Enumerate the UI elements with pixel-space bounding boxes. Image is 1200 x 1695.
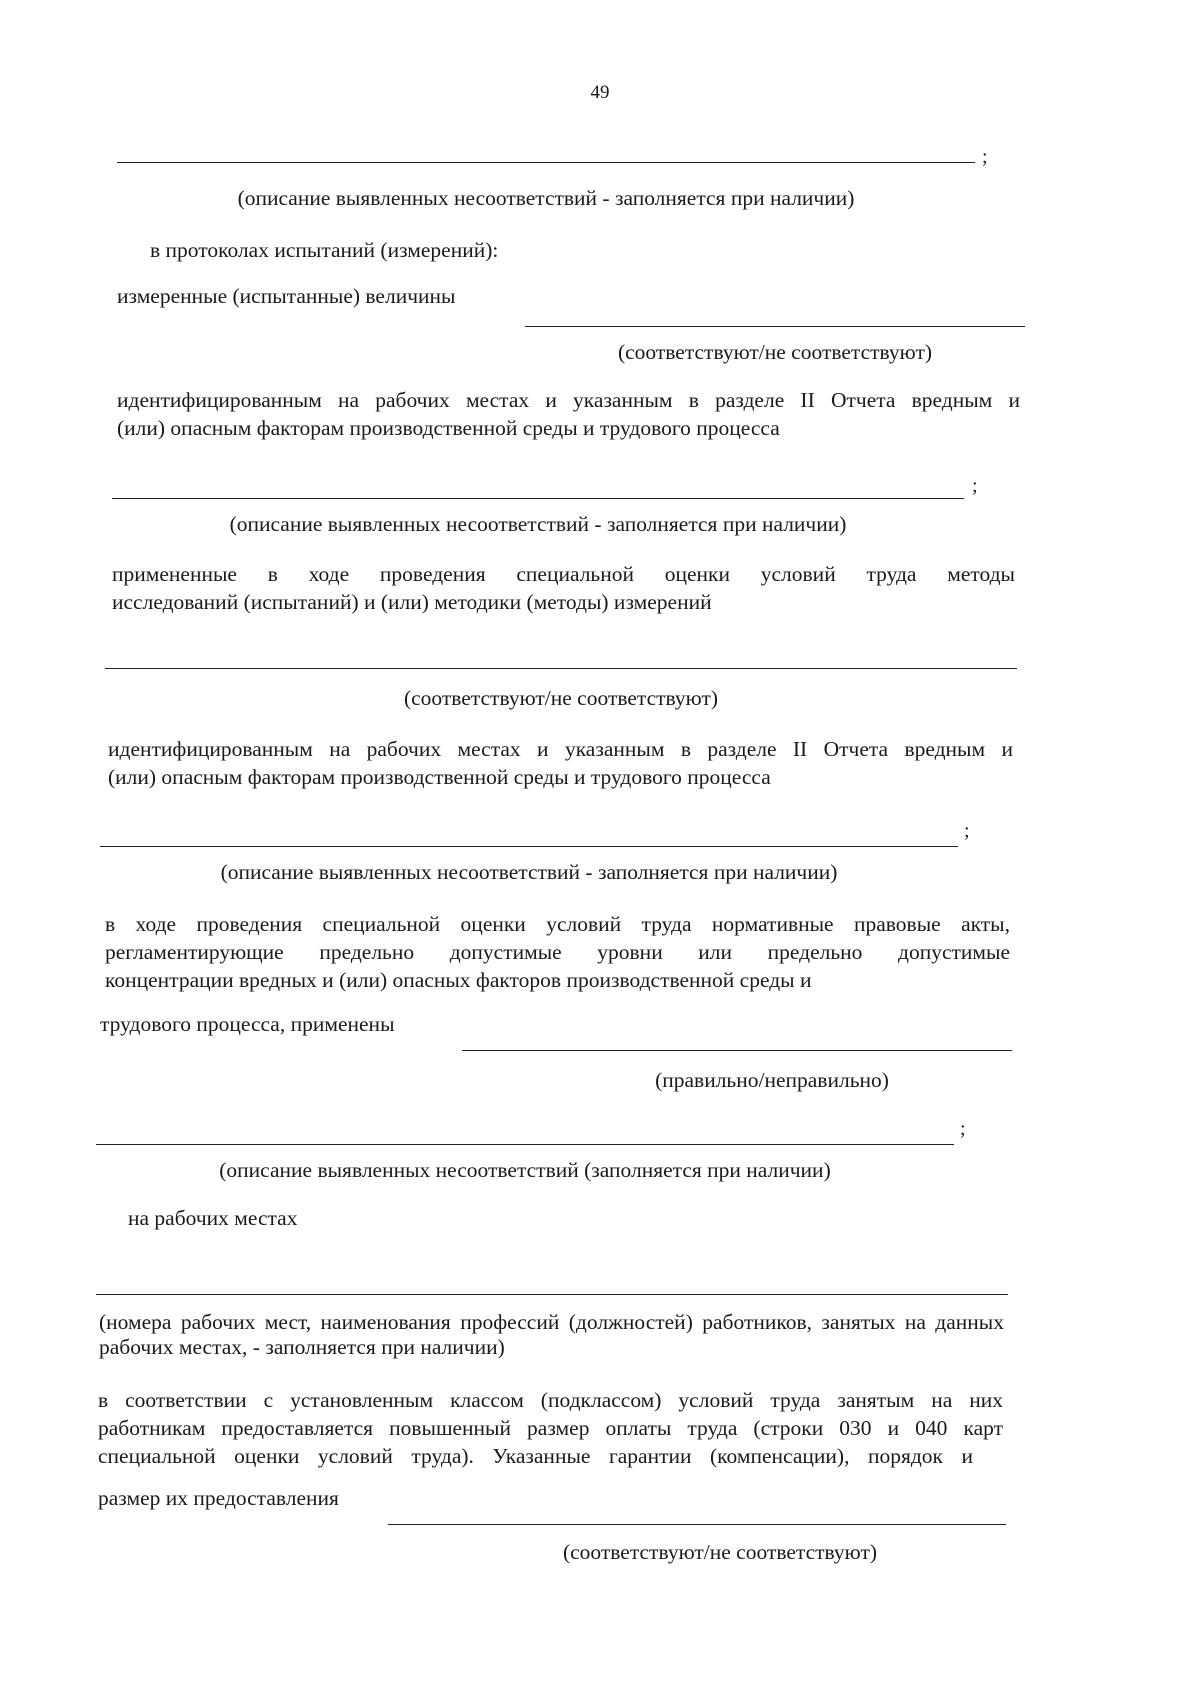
semicolon: ;	[960, 1118, 966, 1140]
text-identified-line: (или) опасным факторам производственной среды и трудового процесса	[108, 765, 771, 789]
text-identified-line: идентифицированным на рабочих местах и указанным в разделе II Отчета вредным и	[108, 737, 1013, 761]
caption-match: (соответствуют/не соответствуют)	[403, 686, 719, 710]
text-size: размер их предоставления	[98, 1486, 339, 1510]
text-acts-line: концентрации вредных и (или) опасных факторов производственной среды и	[105, 968, 812, 992]
page-number: 49	[590, 82, 610, 103]
fill-line	[112, 498, 964, 499]
text-methods-line: примененные в ходе проведения специальной оценки условий труда методы	[112, 562, 1015, 586]
fill-line	[525, 326, 1025, 327]
semicolon: ;	[982, 146, 988, 168]
fill-line	[105, 668, 1017, 669]
text-class-line: специальной оценки условий труда). Указанные гарантии (компенсации), порядок и	[98, 1444, 973, 1468]
fill-line	[96, 1294, 1008, 1295]
fill-line	[100, 846, 958, 847]
caption-nonconformities: (описание выявленных несоответствий - заполняется при наличии)	[237, 186, 855, 210]
caption-nonconformities: (описание выявленных несоответствий - заполняется при наличии)	[220, 860, 838, 884]
caption-match: (соответствуют/не соответствуют)	[617, 340, 933, 364]
text-class-line: работникам предоставляется повышенный размер оплаты труда (строки 030 и 040 карт	[98, 1416, 1003, 1440]
text-measured-values: измеренные (испытанные) величины	[117, 284, 456, 308]
text-acts-line: в ходе проведения специальной оценки условий труда нормативные правовые акты,	[105, 912, 1010, 936]
fill-line	[117, 162, 975, 163]
text-acts-line: регламентирующие предельно допустимые уровни или предельно допустимые	[105, 940, 1010, 964]
fill-line	[96, 1144, 954, 1145]
text-identified-line: (или) опасным факторам производственной среды и трудового процесса	[117, 416, 780, 440]
fill-line	[388, 1524, 1006, 1525]
text-protocols: в протоколах испытаний (измерений):	[150, 238, 499, 262]
text-identified-line: идентифицированным на рабочих местах и указанным в разделе II Отчета вредным и	[117, 388, 1020, 412]
caption-correct: (правильно/неправильно)	[655, 1068, 889, 1092]
semicolon: ;	[972, 475, 978, 497]
text-class-line: в соответствии с установленным классом (подклассом) условий труда занятым на них	[98, 1388, 1003, 1412]
text-workplaces: на рабочих местах	[128, 1206, 298, 1230]
semicolon: ;	[964, 820, 970, 842]
caption-match: (соответствуют/не соответствуют)	[562, 1540, 878, 1564]
caption-nonconformities: (описание выявленных несоответствий - заполняется при наличии)	[229, 512, 847, 536]
text-applied: трудового процесса, применены	[100, 1012, 395, 1036]
text-methods-line: исследований (испытаний) и (или) методики (методы) измерений	[112, 590, 712, 614]
caption-nonconformities: (описание выявленных несоответствий (заполняется при наличии)	[219, 1158, 831, 1182]
caption-workplaces: (номера рабочих мест, наименования профессий (должностей) работников, занятых на данных рабочих местах, - заполняется при наличии)	[99, 1310, 1004, 1360]
fill-line	[462, 1050, 1012, 1051]
